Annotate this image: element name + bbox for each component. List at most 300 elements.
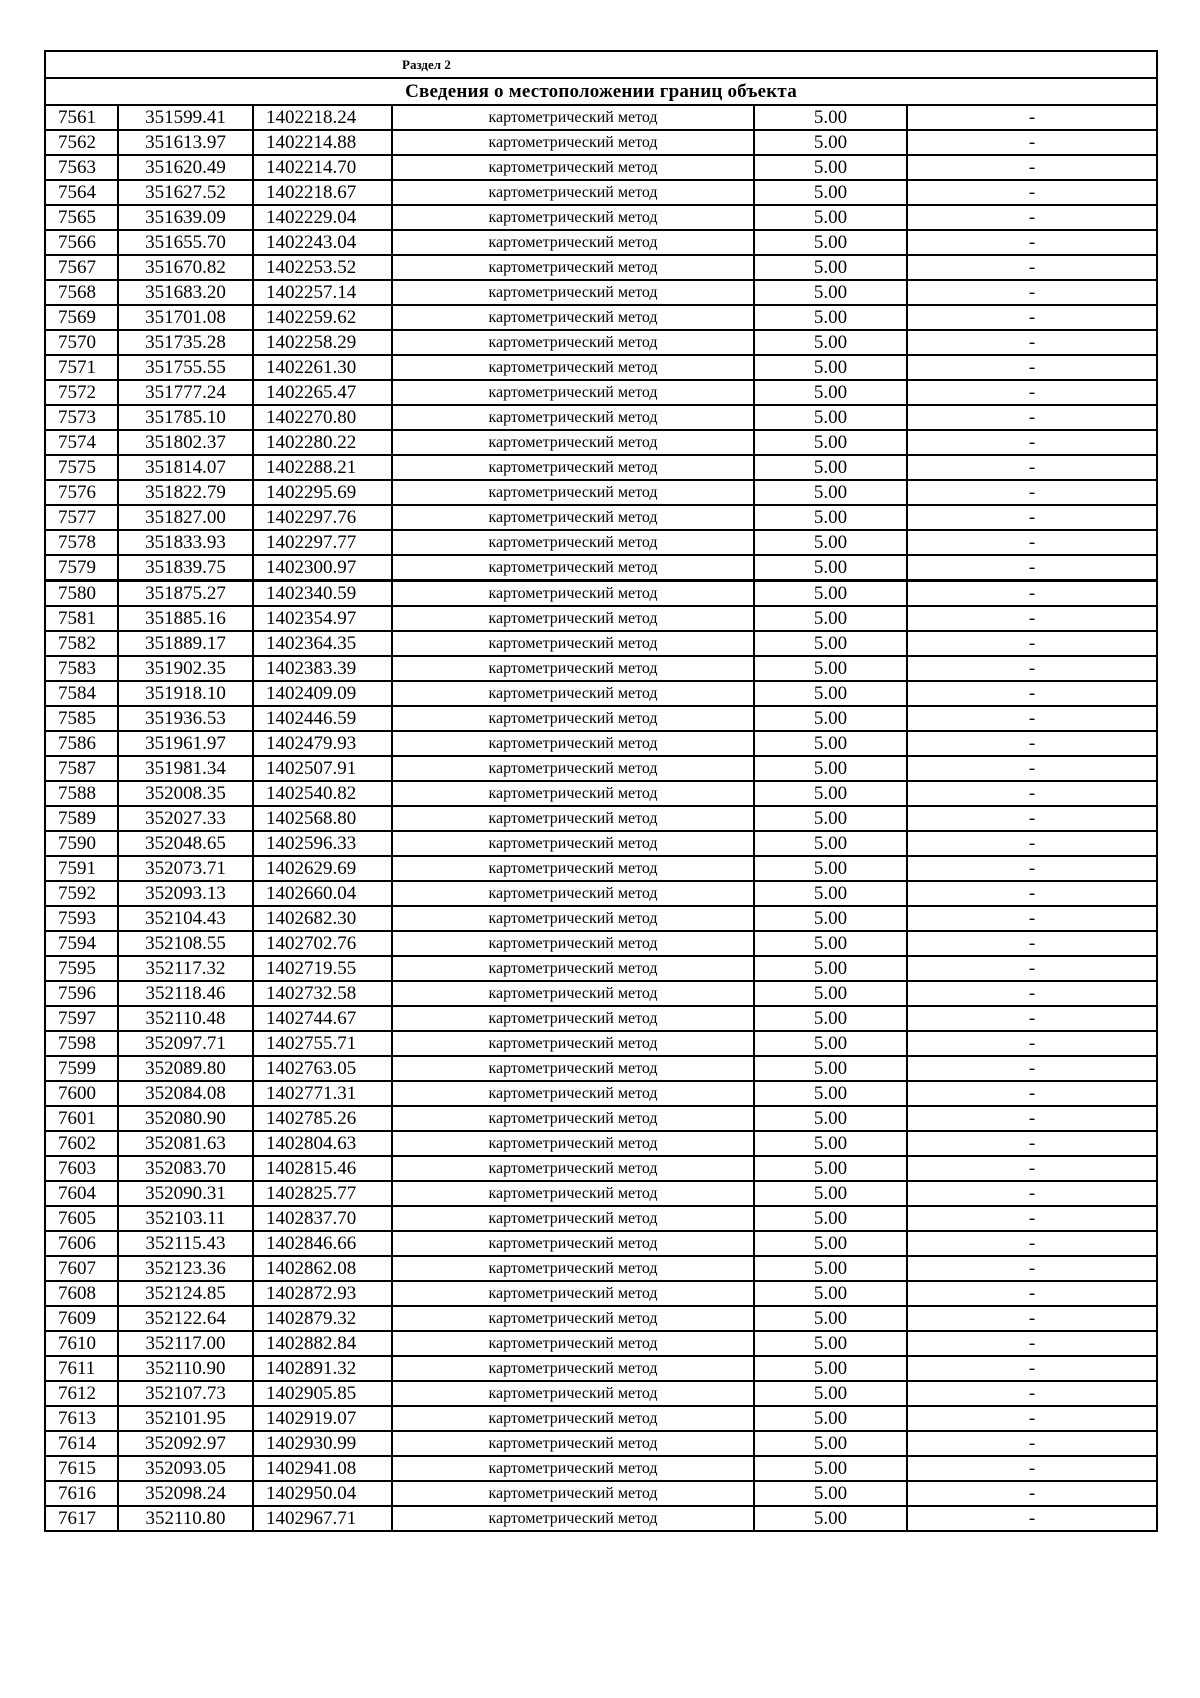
method-cell: картометрический метод xyxy=(392,1081,754,1106)
coordinate-x: 351889.17 xyxy=(118,631,253,656)
method-cell: картометрический метод xyxy=(392,1256,754,1281)
coordinate-x: 351961.97 xyxy=(118,731,253,756)
description-cell: - xyxy=(907,731,1157,756)
accuracy-cell: 5.00 xyxy=(754,1056,907,1081)
table-row xyxy=(45,430,1157,455)
method-cell: картометрический метод xyxy=(392,430,754,455)
coordinate-y: 1402253.52 xyxy=(253,255,392,280)
coordinate-x: 351802.37 xyxy=(118,430,253,455)
coordinate-x: 351755.55 xyxy=(118,355,253,380)
point-number: 7570 xyxy=(45,330,118,355)
coordinate-x: 352115.43 xyxy=(118,1231,253,1256)
accuracy-cell: 5.00 xyxy=(754,631,907,656)
coordinate-x: 352084.08 xyxy=(118,1081,253,1106)
description-cell: - xyxy=(907,956,1157,981)
coordinate-x: 351655.70 xyxy=(118,230,253,255)
description-cell: - xyxy=(907,155,1157,180)
method-cell: картометрический метод xyxy=(392,1406,754,1431)
table-row xyxy=(45,280,1157,305)
description-cell: - xyxy=(907,831,1157,856)
method-cell: картометрический метод xyxy=(392,130,754,155)
coordinate-y: 1402258.29 xyxy=(253,330,392,355)
point-number: 7575 xyxy=(45,455,118,480)
point-number: 7606 xyxy=(45,1231,118,1256)
coordinate-y: 1402295.69 xyxy=(253,480,392,505)
method-cell: картометрический метод xyxy=(392,1131,754,1156)
coordinate-y: 1402872.93 xyxy=(253,1281,392,1306)
accuracy-cell: 5.00 xyxy=(754,505,907,530)
table-row xyxy=(45,305,1157,330)
accuracy-cell: 5.00 xyxy=(754,906,907,931)
table-row xyxy=(45,1056,1157,1081)
section-header-row xyxy=(45,51,1157,78)
coordinate-y: 1402214.70 xyxy=(253,155,392,180)
point-number: 7572 xyxy=(45,380,118,405)
point-number: 7589 xyxy=(45,806,118,831)
method-cell: картометрический метод xyxy=(392,1031,754,1056)
coordinate-x: 352093.13 xyxy=(118,881,253,906)
table-row xyxy=(45,1156,1157,1181)
coordinate-x: 352110.48 xyxy=(118,1006,253,1031)
method-cell: картометрический метод xyxy=(392,981,754,1006)
method-cell: картометрический метод xyxy=(392,856,754,881)
accuracy-cell: 5.00 xyxy=(754,555,907,581)
method-cell: картометрический метод xyxy=(392,405,754,430)
method-cell: картометрический метод xyxy=(392,1381,754,1406)
method-cell: картометрический метод xyxy=(392,906,754,931)
document-sheet xyxy=(44,50,1156,1532)
method-cell: картометрический метод xyxy=(392,1206,754,1231)
table-row xyxy=(45,1081,1157,1106)
description-cell: - xyxy=(907,581,1157,607)
description-cell: - xyxy=(907,1181,1157,1206)
accuracy-cell: 5.00 xyxy=(754,1131,907,1156)
coordinate-y: 1402383.39 xyxy=(253,656,392,681)
method-cell: картометрический метод xyxy=(392,956,754,981)
accuracy-cell: 5.00 xyxy=(754,756,907,781)
table-row xyxy=(45,480,1157,505)
table-row xyxy=(45,1481,1157,1506)
coordinate-x: 351627.52 xyxy=(118,180,253,205)
method-cell: картометрический метод xyxy=(392,505,754,530)
point-number: 7568 xyxy=(45,280,118,305)
method-cell: картометрический метод xyxy=(392,681,754,706)
coordinate-y: 1402297.76 xyxy=(253,505,392,530)
coordinate-y: 1402409.09 xyxy=(253,681,392,706)
coordinate-x: 352073.71 xyxy=(118,856,253,881)
accuracy-cell: 5.00 xyxy=(754,981,907,1006)
accuracy-cell: 5.00 xyxy=(754,480,907,505)
accuracy-cell: 5.00 xyxy=(754,781,907,806)
table-row xyxy=(45,205,1157,230)
coordinate-y: 1402905.85 xyxy=(253,1381,392,1406)
description-cell: - xyxy=(907,756,1157,781)
description-cell: - xyxy=(907,330,1157,355)
description-cell: - xyxy=(907,781,1157,806)
method-cell: картометрический метод xyxy=(392,706,754,731)
description-cell: - xyxy=(907,105,1157,130)
table-row xyxy=(45,105,1157,130)
table-row xyxy=(45,230,1157,255)
coordinate-y: 1402629.69 xyxy=(253,856,392,881)
point-number: 7598 xyxy=(45,1031,118,1056)
description-cell: - xyxy=(907,1456,1157,1481)
point-number: 7591 xyxy=(45,856,118,881)
coordinate-x: 351785.10 xyxy=(118,405,253,430)
coordinate-x: 352080.90 xyxy=(118,1106,253,1131)
accuracy-cell: 5.00 xyxy=(754,1356,907,1381)
coordinate-x: 352117.32 xyxy=(118,956,253,981)
description-cell: - xyxy=(907,430,1157,455)
coordinate-y: 1402941.08 xyxy=(253,1456,392,1481)
description-cell: - xyxy=(907,1356,1157,1381)
coordinate-y: 1402270.80 xyxy=(253,405,392,430)
method-cell: картометрический метод xyxy=(392,305,754,330)
accuracy-cell: 5.00 xyxy=(754,155,907,180)
section-label: Раздел 2 xyxy=(45,51,1157,78)
coordinate-y: 1402930.99 xyxy=(253,1431,392,1456)
table-row xyxy=(45,505,1157,530)
description-cell: - xyxy=(907,205,1157,230)
description-cell: - xyxy=(907,1031,1157,1056)
coordinate-x: 351918.10 xyxy=(118,681,253,706)
table-row xyxy=(45,606,1157,631)
method-cell: картометрический метод xyxy=(392,1356,754,1381)
method-cell: картометрический метод xyxy=(392,455,754,480)
table-row xyxy=(45,1181,1157,1206)
table-row xyxy=(45,1431,1157,1456)
description-cell: - xyxy=(907,555,1157,581)
coordinate-y: 1402846.66 xyxy=(253,1231,392,1256)
point-number: 7602 xyxy=(45,1131,118,1156)
coordinate-y: 1402446.59 xyxy=(253,706,392,731)
table-row xyxy=(45,530,1157,555)
coordinate-x: 352093.05 xyxy=(118,1456,253,1481)
point-number: 7593 xyxy=(45,906,118,931)
coordinate-x: 351814.07 xyxy=(118,455,253,480)
point-number: 7608 xyxy=(45,1281,118,1306)
method-cell: картометрический метод xyxy=(392,1331,754,1356)
coordinate-x: 352117.00 xyxy=(118,1331,253,1356)
accuracy-cell: 5.00 xyxy=(754,1031,907,1056)
coordinate-y: 1402660.04 xyxy=(253,881,392,906)
accuracy-cell: 5.00 xyxy=(754,1006,907,1031)
method-cell: картометрический метод xyxy=(392,380,754,405)
coordinate-x: 351981.34 xyxy=(118,756,253,781)
point-number: 7586 xyxy=(45,731,118,756)
point-number: 7564 xyxy=(45,180,118,205)
accuracy-cell: 5.00 xyxy=(754,706,907,731)
method-cell: картометрический метод xyxy=(392,656,754,681)
point-number: 7595 xyxy=(45,956,118,981)
table-row xyxy=(45,1381,1157,1406)
table-title-row xyxy=(45,78,1157,105)
accuracy-cell: 5.00 xyxy=(754,1206,907,1231)
point-number: 7569 xyxy=(45,305,118,330)
coordinate-y: 1402479.93 xyxy=(253,731,392,756)
point-number: 7561 xyxy=(45,105,118,130)
coordinate-x: 352098.24 xyxy=(118,1481,253,1506)
point-number: 7600 xyxy=(45,1081,118,1106)
method-cell: картометрический метод xyxy=(392,480,754,505)
method-cell: картометрический метод xyxy=(392,255,754,280)
description-cell: - xyxy=(907,881,1157,906)
description-cell: - xyxy=(907,530,1157,555)
point-number: 7614 xyxy=(45,1431,118,1456)
coordinate-y: 1402243.04 xyxy=(253,230,392,255)
point-number: 7573 xyxy=(45,405,118,430)
coordinate-x: 351822.79 xyxy=(118,480,253,505)
point-number: 7563 xyxy=(45,155,118,180)
table-row xyxy=(45,155,1157,180)
accuracy-cell: 5.00 xyxy=(754,881,907,906)
point-number: 7610 xyxy=(45,1331,118,1356)
point-number: 7615 xyxy=(45,1456,118,1481)
coordinate-x: 352118.46 xyxy=(118,981,253,1006)
coordinate-y: 1402596.33 xyxy=(253,831,392,856)
table-row xyxy=(45,1456,1157,1481)
method-cell: картометрический метод xyxy=(392,280,754,305)
method-cell: картометрический метод xyxy=(392,631,754,656)
coordinate-y: 1402259.62 xyxy=(253,305,392,330)
table-row xyxy=(45,1331,1157,1356)
method-cell: картометрический метод xyxy=(392,1431,754,1456)
accuracy-cell: 5.00 xyxy=(754,330,907,355)
description-cell: - xyxy=(907,1131,1157,1156)
coordinate-x: 352092.97 xyxy=(118,1431,253,1456)
coordinate-y: 1402732.58 xyxy=(253,981,392,1006)
point-number: 7588 xyxy=(45,781,118,806)
accuracy-cell: 5.00 xyxy=(754,105,907,130)
table-row xyxy=(45,255,1157,280)
accuracy-cell: 5.00 xyxy=(754,1406,907,1431)
coordinate-x: 351639.09 xyxy=(118,205,253,230)
description-cell: - xyxy=(907,130,1157,155)
method-cell: картометрический метод xyxy=(392,155,754,180)
coordinate-y: 1402257.14 xyxy=(253,280,392,305)
method-cell: картометрический метод xyxy=(392,581,754,607)
table-row xyxy=(45,656,1157,681)
coordinate-y: 1402771.31 xyxy=(253,1081,392,1106)
coordinate-y: 1402837.70 xyxy=(253,1206,392,1231)
description-cell: - xyxy=(907,305,1157,330)
method-cell: картометрический метод xyxy=(392,1306,754,1331)
accuracy-cell: 5.00 xyxy=(754,1156,907,1181)
table-row xyxy=(45,931,1157,956)
table-row xyxy=(45,1131,1157,1156)
method-cell: картометрический метод xyxy=(392,1281,754,1306)
method-cell: картометрический метод xyxy=(392,1231,754,1256)
table-row xyxy=(45,1356,1157,1381)
accuracy-cell: 5.00 xyxy=(754,1506,907,1531)
coordinate-x: 352083.70 xyxy=(118,1156,253,1181)
accuracy-cell: 5.00 xyxy=(754,606,907,631)
coordinate-y: 1402507.91 xyxy=(253,756,392,781)
method-cell: картометрический метод xyxy=(392,831,754,856)
table-row xyxy=(45,455,1157,480)
coordinate-y: 1402891.32 xyxy=(253,1356,392,1381)
method-cell: картометрический метод xyxy=(392,1006,754,1031)
coordinate-x: 352081.63 xyxy=(118,1131,253,1156)
coordinate-y: 1402719.55 xyxy=(253,956,392,981)
description-cell: - xyxy=(907,405,1157,430)
coordinate-x: 351701.08 xyxy=(118,305,253,330)
coordinate-x: 351599.41 xyxy=(118,105,253,130)
table-row xyxy=(45,1206,1157,1231)
method-cell: картометрический метод xyxy=(392,806,754,831)
point-number: 7565 xyxy=(45,205,118,230)
method-cell: картометрический метод xyxy=(392,230,754,255)
method-cell: картометрический метод xyxy=(392,1156,754,1181)
coordinate-y: 1402785.26 xyxy=(253,1106,392,1131)
accuracy-cell: 5.00 xyxy=(754,1381,907,1406)
accuracy-cell: 5.00 xyxy=(754,1456,907,1481)
coordinate-y: 1402218.24 xyxy=(253,105,392,130)
coordinate-x: 352124.85 xyxy=(118,1281,253,1306)
description-cell: - xyxy=(907,1431,1157,1456)
description-cell: - xyxy=(907,1156,1157,1181)
table-row xyxy=(45,906,1157,931)
table-row xyxy=(45,380,1157,405)
coordinate-y: 1402214.88 xyxy=(253,130,392,155)
point-number: 7580 xyxy=(45,581,118,607)
accuracy-cell: 5.00 xyxy=(754,656,907,681)
accuracy-cell: 5.00 xyxy=(754,731,907,756)
coordinate-x: 352089.80 xyxy=(118,1056,253,1081)
coordinate-x: 352108.55 xyxy=(118,931,253,956)
description-cell: - xyxy=(907,1081,1157,1106)
accuracy-cell: 5.00 xyxy=(754,530,907,555)
method-cell: картометрический метод xyxy=(392,731,754,756)
description-cell: - xyxy=(907,656,1157,681)
coordinate-x: 352027.33 xyxy=(118,806,253,831)
coordinate-x: 351936.53 xyxy=(118,706,253,731)
table-row xyxy=(45,831,1157,856)
coordinate-x: 351875.27 xyxy=(118,581,253,607)
coordinate-y: 1402763.05 xyxy=(253,1056,392,1081)
point-number: 7609 xyxy=(45,1306,118,1331)
method-cell: картометрический метод xyxy=(392,555,754,581)
table-row xyxy=(45,1006,1157,1031)
method-cell: картометрический метод xyxy=(392,1056,754,1081)
table-row xyxy=(45,706,1157,731)
coordinate-y: 1402354.97 xyxy=(253,606,392,631)
point-number: 7571 xyxy=(45,355,118,380)
method-cell: картометрический метод xyxy=(392,1506,754,1531)
point-number: 7601 xyxy=(45,1106,118,1131)
table-row xyxy=(45,330,1157,355)
coordinate-x: 352008.35 xyxy=(118,781,253,806)
accuracy-cell: 5.00 xyxy=(754,1181,907,1206)
description-cell: - xyxy=(907,1206,1157,1231)
description-cell: - xyxy=(907,1506,1157,1531)
point-number: 7617 xyxy=(45,1506,118,1531)
point-number: 7578 xyxy=(45,530,118,555)
coordinate-y: 1402744.67 xyxy=(253,1006,392,1031)
coordinate-y: 1402218.67 xyxy=(253,180,392,205)
coordinate-y: 1402825.77 xyxy=(253,1181,392,1206)
description-cell: - xyxy=(907,480,1157,505)
coordinate-y: 1402288.21 xyxy=(253,455,392,480)
point-number: 7567 xyxy=(45,255,118,280)
coordinate-y: 1402967.71 xyxy=(253,1506,392,1531)
accuracy-cell: 5.00 xyxy=(754,380,907,405)
table-row xyxy=(45,1281,1157,1306)
method-cell: картометрический метод xyxy=(392,1106,754,1131)
point-number: 7604 xyxy=(45,1181,118,1206)
accuracy-cell: 5.00 xyxy=(754,305,907,330)
table-row xyxy=(45,881,1157,906)
coordinate-y: 1402229.04 xyxy=(253,205,392,230)
coordinate-x: 352122.64 xyxy=(118,1306,253,1331)
coordinate-y: 1402879.32 xyxy=(253,1306,392,1331)
description-cell: - xyxy=(907,355,1157,380)
method-cell: картометрический метод xyxy=(392,180,754,205)
coordinate-y: 1402261.30 xyxy=(253,355,392,380)
table-row xyxy=(45,555,1157,581)
coordinate-y: 1402682.30 xyxy=(253,906,392,931)
coordinate-y: 1402280.22 xyxy=(253,430,392,455)
description-cell: - xyxy=(907,230,1157,255)
point-number: 7592 xyxy=(45,881,118,906)
coordinate-x: 351735.28 xyxy=(118,330,253,355)
coordinate-y: 1402340.59 xyxy=(253,581,392,607)
method-cell: картометрический метод xyxy=(392,355,754,380)
method-cell: картометрический метод xyxy=(392,756,754,781)
table-title: Сведения о местоположении границ объекта xyxy=(45,78,1157,105)
table-row xyxy=(45,1406,1157,1431)
coordinate-y: 1402862.08 xyxy=(253,1256,392,1281)
table-row xyxy=(45,1306,1157,1331)
method-cell: картометрический метод xyxy=(392,931,754,956)
point-number: 7583 xyxy=(45,656,118,681)
coordinate-x: 352097.71 xyxy=(118,1031,253,1056)
table-row xyxy=(45,681,1157,706)
accuracy-cell: 5.00 xyxy=(754,1231,907,1256)
coordinate-x: 351613.97 xyxy=(118,130,253,155)
accuracy-cell: 5.00 xyxy=(754,1256,907,1281)
accuracy-cell: 5.00 xyxy=(754,1306,907,1331)
coordinate-x: 351777.24 xyxy=(118,380,253,405)
coordinate-y: 1402364.35 xyxy=(253,631,392,656)
method-cell: картометрический метод xyxy=(392,205,754,230)
table-row xyxy=(45,355,1157,380)
coordinate-y: 1402568.80 xyxy=(253,806,392,831)
description-cell: - xyxy=(907,280,1157,305)
table-row xyxy=(45,130,1157,155)
description-cell: - xyxy=(907,631,1157,656)
point-number: 7581 xyxy=(45,606,118,631)
accuracy-cell: 5.00 xyxy=(754,255,907,280)
description-cell: - xyxy=(907,706,1157,731)
accuracy-cell: 5.00 xyxy=(754,230,907,255)
description-cell: - xyxy=(907,455,1157,480)
point-number: 7585 xyxy=(45,706,118,731)
table-row xyxy=(45,1031,1157,1056)
coordinate-x: 351827.00 xyxy=(118,505,253,530)
description-cell: - xyxy=(907,255,1157,280)
method-cell: картометрический метод xyxy=(392,881,754,906)
coordinate-x: 352103.11 xyxy=(118,1206,253,1231)
method-cell: картометрический метод xyxy=(392,606,754,631)
coordinate-x: 352107.73 xyxy=(118,1381,253,1406)
method-cell: картометрический метод xyxy=(392,530,754,555)
point-number: 7613 xyxy=(45,1406,118,1431)
accuracy-cell: 5.00 xyxy=(754,455,907,480)
accuracy-cell: 5.00 xyxy=(754,931,907,956)
point-number: 7612 xyxy=(45,1381,118,1406)
table-row xyxy=(45,731,1157,756)
